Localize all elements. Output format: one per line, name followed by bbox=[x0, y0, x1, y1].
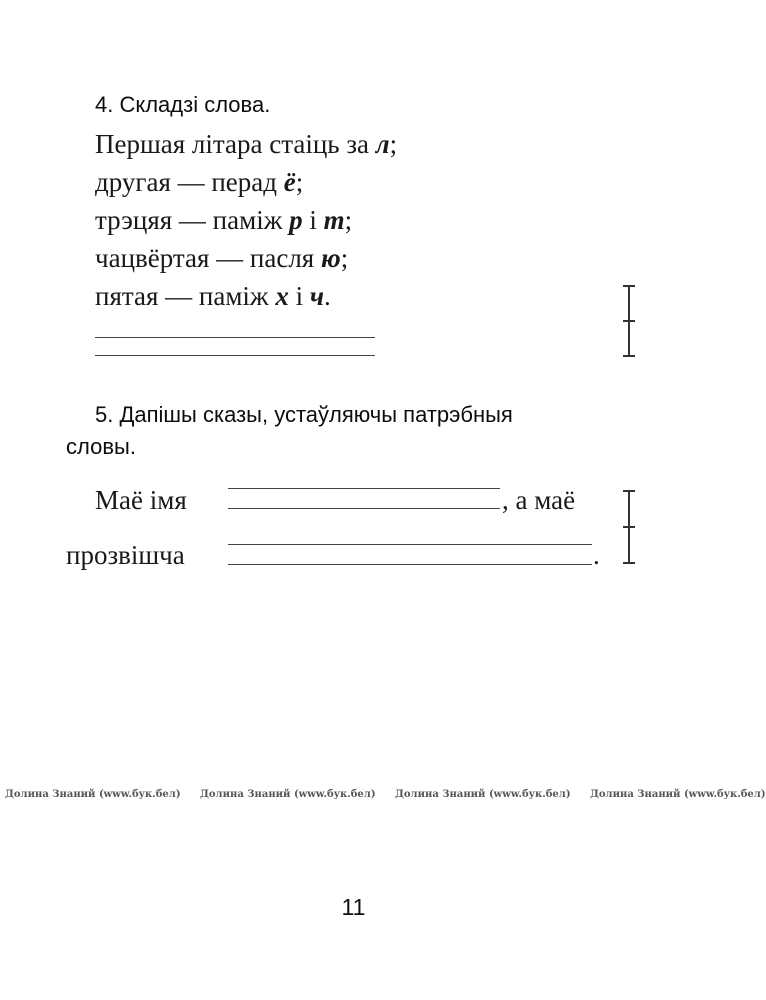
name-after-text: , а маё bbox=[502, 485, 576, 515]
watermark-4: Долина Знаний (www.бук.бел) bbox=[590, 789, 766, 800]
riddle-line-1: Першая літара стаіць за л; bbox=[95, 129, 398, 159]
surname-after-text: . bbox=[593, 540, 600, 570]
riddle-line-3: трэцяя — паміж р і т; bbox=[95, 205, 353, 235]
surname-field-line-top[interactable] bbox=[228, 544, 592, 545]
task-5-title-line-1: 5. Дапішы сказы, устаўляючы патрэбныя bbox=[95, 402, 513, 427]
riddle-line-4: чацвёртая — пасля ю; bbox=[95, 243, 349, 273]
surname-field-line-bottom[interactable] bbox=[228, 564, 592, 565]
score-bracket-task-4 bbox=[623, 285, 635, 357]
score-bracket-task-5 bbox=[623, 490, 635, 564]
watermark-3: Долина Знаний (www.бук.бел) bbox=[395, 789, 571, 800]
task-5-title-line-2: словы. bbox=[66, 434, 136, 459]
riddle-line-2: другая — перад ё; bbox=[95, 167, 304, 197]
page-number: 11 bbox=[341, 894, 366, 920]
answer-line-top[interactable] bbox=[95, 337, 375, 338]
surname-label: прозвішча bbox=[66, 540, 185, 570]
name-field-line-bottom[interactable] bbox=[228, 508, 500, 509]
answer-line-bottom[interactable] bbox=[95, 355, 375, 356]
watermark-1: Долина Знаний (www.бук.бел) bbox=[5, 789, 181, 800]
name-field-line-top[interactable] bbox=[228, 488, 500, 489]
riddle-line-5: пятая — паміж х і ч. bbox=[95, 281, 331, 311]
watermark-2: Долина Знаний (www.бук.бел) bbox=[200, 789, 376, 800]
name-label: Маё імя bbox=[95, 485, 187, 515]
watermark-clip bbox=[590, 786, 766, 806]
task-4-title: 4. Складзі слова. bbox=[95, 92, 271, 117]
